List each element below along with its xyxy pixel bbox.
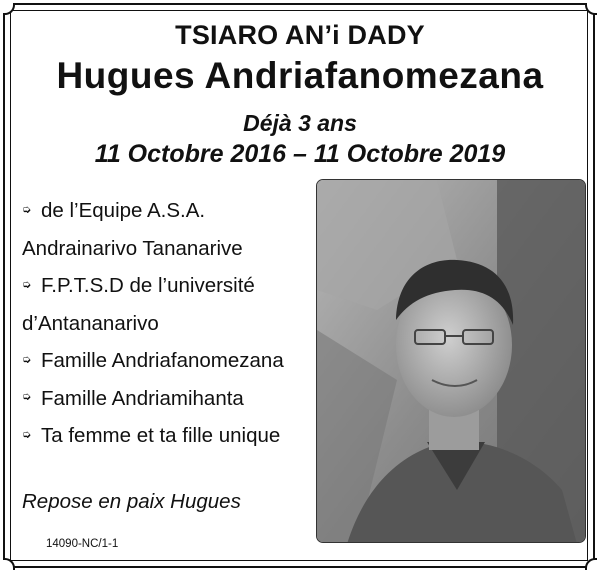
- list-item: [22, 417, 322, 455]
- list-item: [22, 230, 322, 268]
- portrait-image: [317, 180, 586, 543]
- list-item: [22, 380, 322, 418]
- reference-code: 14090-NC/1-1: [46, 538, 119, 550]
- list-item: [22, 192, 322, 230]
- arrow-bullet-icon: ➭: [22, 353, 32, 366]
- list-item-text: de l’Equipe A.S.A.: [41, 199, 206, 222]
- list-item: [22, 342, 322, 380]
- arrow-bullet-icon: ➭: [22, 428, 32, 441]
- portrait-photo: [316, 179, 586, 543]
- list-item-text: d’Antananarivo: [22, 311, 159, 335]
- mourners-list: [22, 192, 322, 455]
- list-item-text: Famille Andriamihanta: [41, 386, 244, 410]
- arrow-bullet-icon: ➭: [22, 278, 32, 291]
- arrow-bullet-icon: ➭: [22, 203, 32, 216]
- anniversary-label: Déjà 3 ans: [243, 110, 357, 136]
- dedication-title: TSIARO AN’i DADY: [175, 20, 425, 50]
- list-item-text: Andrainarivo Tananarive: [22, 236, 243, 260]
- list-item-text: Famille Andriafanomezana: [41, 349, 284, 372]
- list-item: [22, 267, 322, 305]
- closing-message: Repose en paix Hugues: [22, 490, 241, 513]
- date-range: 11 Octobre 2016 – 11 Octobre 2019: [94, 140, 506, 168]
- arrow-bullet-icon: ➭: [22, 391, 32, 404]
- list-item-text: Ta femme et ta fille unique: [41, 424, 281, 447]
- list-item-text: F.P.T.S.D de l’université: [41, 274, 255, 297]
- deceased-name: Hugues Andriafanomezana: [56, 55, 544, 96]
- list-item: [22, 305, 322, 343]
